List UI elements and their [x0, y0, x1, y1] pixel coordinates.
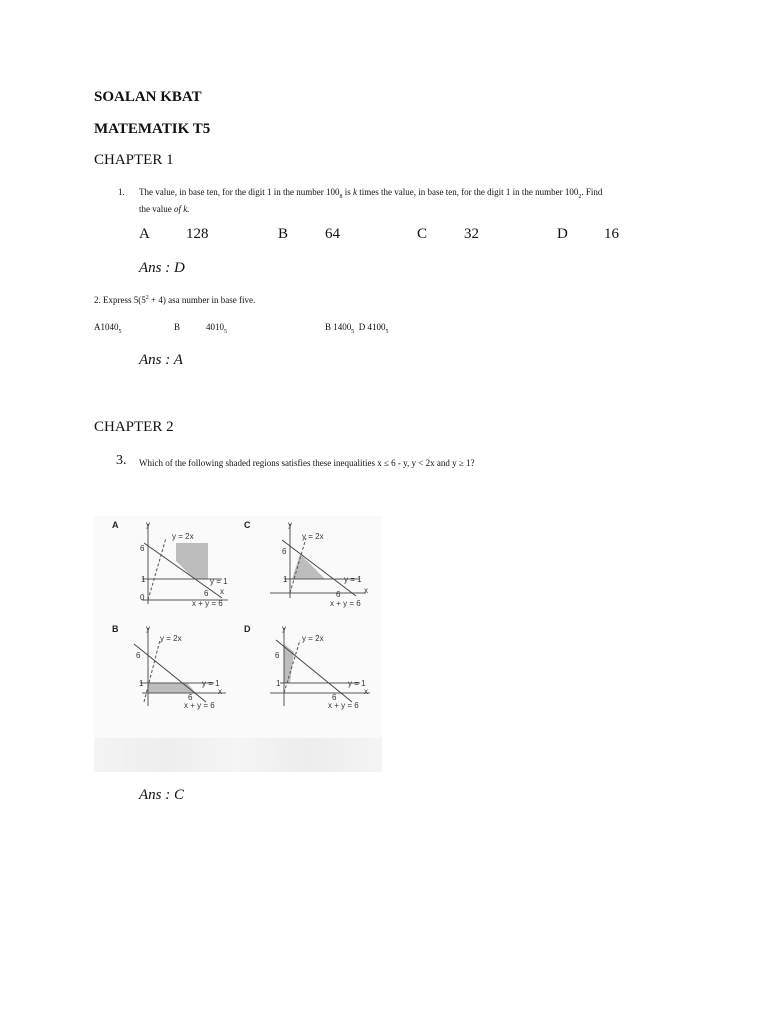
svg-text:y: y — [146, 624, 150, 633]
svg-text:y = 2x: y = 2x — [160, 634, 182, 643]
q1-option-b-value: 64 — [325, 226, 340, 242]
svg-text:0: 0 — [140, 593, 145, 602]
faded-scan-strip — [94, 738, 382, 772]
q2-option-a: $A1040_5$ — [94, 322, 122, 335]
question-1-number: 1. — [118, 187, 125, 197]
q1-option-c-value: 32 — [464, 226, 479, 242]
svg-text:6: 6 — [188, 693, 193, 702]
svg-text:1: 1 — [276, 679, 281, 688]
graph-d-letter: D — [244, 624, 251, 634]
svg-text:y = 2x: y = 2x — [302, 532, 324, 541]
svg-text:x: x — [218, 687, 222, 696]
graph-a-letter: A — [112, 520, 119, 530]
svg-text:6: 6 — [282, 547, 287, 556]
q1-option-b-letter: B — [278, 226, 289, 242]
svg-text:x: x — [364, 586, 368, 595]
graph-d — [240, 622, 380, 722]
graph-a — [96, 518, 236, 618]
graph-c — [240, 518, 380, 618]
svg-text:x: x — [364, 687, 368, 696]
question-3-text: Which of the following shaded regions satisfies these inequalities x ≤ 6 - y, y < 2x and y ≥ 1? — [139, 458, 475, 468]
svg-text:y = 1: y = 1 — [210, 577, 228, 586]
q1-option-d-letter: D — [557, 226, 568, 242]
svg-text:x: x — [220, 587, 224, 596]
chapter-2-heading: CHAPTER 2 — [94, 419, 174, 435]
q1-option-c-letter: C — [417, 226, 428, 242]
svg-text:1: 1 — [141, 575, 146, 584]
svg-text:y = 1: y = 1 — [348, 679, 366, 688]
q1-option-d-value: 16 — [604, 226, 619, 242]
question-3-number: 3. — [116, 453, 127, 468]
svg-text:6: 6 — [336, 590, 341, 599]
graph-b-letter: B — [112, 624, 119, 634]
question-2-text: 2. Express $5(5^2 + 4)$ asa number in base five. — [94, 295, 256, 305]
q1-answer: Ans : D — [139, 260, 185, 276]
q2-option-b-value: $4010_5$ — [206, 322, 227, 335]
svg-text:x + y = 6: x + y = 6 — [184, 701, 215, 710]
svg-text:6: 6 — [332, 693, 337, 702]
svg-text:y: y — [146, 520, 150, 529]
q1-option-a-letter: A — [139, 226, 150, 242]
graph-c-letter: C — [244, 520, 251, 530]
graph-c-shaded-region — [292, 554, 325, 579]
svg-text:y = 1: y = 1 — [344, 575, 362, 584]
svg-text:6: 6 — [204, 589, 209, 598]
svg-text:y: y — [288, 520, 292, 529]
chapter-1-heading: CHAPTER 1 — [94, 152, 174, 168]
inequality-graphs-figure — [94, 516, 382, 772]
q2-answer: Ans : A — [139, 352, 183, 368]
document-subtitle: MATEMATIK T5 — [94, 121, 211, 137]
svg-text:6: 6 — [140, 544, 145, 553]
svg-text:1: 1 — [139, 679, 144, 688]
svg-text:y = 2x: y = 2x — [172, 532, 194, 541]
q2-option-b-letter: B — [174, 322, 181, 332]
svg-text:x + y = 6: x + y = 6 — [330, 599, 361, 608]
q3-answer: Ans : C — [139, 787, 184, 803]
svg-text:1: 1 — [283, 575, 288, 584]
q2-option-c-d: B $1400_5$ D $4100_5$ — [325, 322, 389, 335]
svg-text:6: 6 — [275, 651, 280, 660]
svg-text:6: 6 — [136, 651, 141, 660]
svg-text:x + y = 6: x + y = 6 — [328, 701, 359, 710]
q1-option-a-value: 128 — [186, 226, 209, 242]
svg-text:x + y = 6: x + y = 6 — [192, 599, 223, 608]
svg-text:y = 1: y = 1 — [202, 679, 220, 688]
graph-b — [96, 622, 236, 722]
document-title: SOALAN KBAT — [94, 89, 202, 105]
graph-a-shaded-region — [176, 543, 208, 579]
question-1-text: The value, in base ten, for the digit 1 in the number $100_8$ is k times the value, in base ten, for the digit 1 in the number $100_2$. Find the value of k. — [139, 187, 603, 214]
svg-text:y: y — [282, 624, 286, 633]
svg-text:y = 2x: y = 2x — [302, 634, 324, 643]
